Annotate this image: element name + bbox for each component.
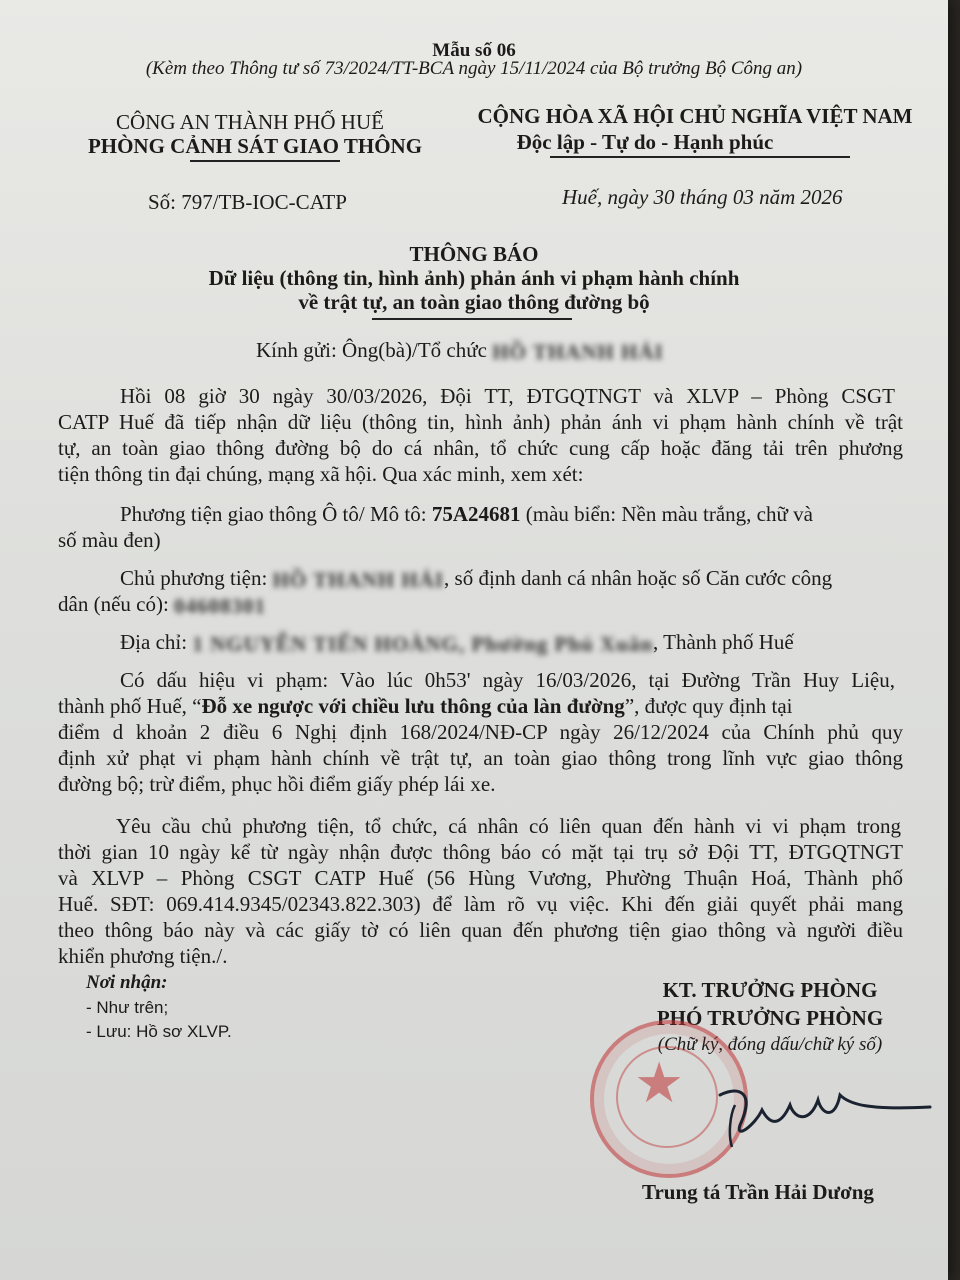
country-name: CỘNG HÒA XÃ HỘI CHỦ NGHĨA VIỆT NAM	[477, 104, 913, 128]
request-line-5: theo thông báo này và các giấy tờ có liên quan đến phương tiện giao thông và người điều	[58, 918, 903, 942]
signer-name: Trung tá Trần Hải Dương	[642, 1180, 874, 1204]
recipients-item-1: - Như trên;	[86, 998, 169, 1017]
owner-id-redacted: 04608301	[174, 594, 267, 619]
violation-line-2: thành phố Huế, “Đỗ xe ngược với chiều lưu thông của làn đường”, được quy định tại	[58, 694, 793, 718]
recipient-line	[256, 338, 664, 365]
violation-description: Đỗ xe ngược với chiều lưu thông của làn đường	[201, 694, 625, 718]
notice-title: THÔNG BÁO	[409, 242, 539, 266]
handwritten-signature	[700, 1065, 940, 1155]
request-line-1: Yêu cầu chủ phương tiện, tổ chức, cá nhân có liên quan đến hành vi vi phạm trong	[116, 814, 901, 838]
signer-title-2: PHÓ TRƯỞNG PHÒNG	[656, 1006, 884, 1030]
paragraph-1-line-3: tự, an toàn giao thông đường bộ do cá nhân, tổ chức cung cấp hoặc đăng tải trên phương	[58, 436, 903, 460]
department-underline	[190, 160, 340, 162]
title-underline	[372, 318, 572, 320]
request-line-4: Huế. SĐT: 069.414.9345/02343.822.303) để làm rõ vụ việc. Khi đến giải quyết phải mang	[58, 892, 903, 916]
paragraph-1-line-4: tiện thông tin đại chúng, mạng xã hội. Qua xác minh, xem xét:	[58, 462, 584, 486]
violation-line-3: điểm d khoản 2 điều 6 Nghị định 168/2024/NĐ-CP ngày 26/12/2024 của Chính phủ quy	[58, 720, 903, 744]
owner-name-redacted: HỒ THANH HẢI	[272, 568, 445, 593]
paragraph-1-line-2: CATP Huế đã tiếp nhận dữ liệu (thông tin, hình ảnh) phản ánh vi phạm hành chính về trật	[58, 410, 903, 434]
department-name: PHÒNG CẢNH SÁT GIAO THÔNG	[87, 134, 423, 158]
violation-line-1: Có dấu hiệu vi phạm: Vào lúc 0h53' ngày 16/03/2026, tại Đường Trần Huy Liệu,	[120, 668, 895, 692]
recipient-name-redacted: HỒ THANH HẢI	[492, 339, 664, 364]
agency-name: CÔNG AN THÀNH PHỐ HUẾ	[116, 110, 384, 134]
recipients-heading: Nơi nhận:	[86, 972, 168, 993]
request-line-3: và XLVP – Phòng CSGT CATP Huế (56 Hùng Vương, Phường Thuận Hoá, Thành phố	[58, 866, 903, 890]
form-number: Mẫu số 06	[432, 40, 516, 61]
request-line-6: khiển phương tiện./.	[58, 944, 228, 968]
national-motto: Độc lập - Tự do - Hạnh phúc	[516, 130, 774, 154]
recipients-item-2: - Lưu: Hồ sơ XLVP.	[86, 1022, 232, 1041]
vehicle-line-2: số màu đen)	[58, 528, 161, 552]
notice-subtitle-1: Dữ liệu (thông tin, hình ảnh) phản ánh vi phạm hành chính	[208, 266, 740, 290]
owner-line: Chủ phương tiện: HỒ THANH HẢI, số định danh cá nhân hoặc số Căn cước công	[120, 566, 833, 593]
license-plate: 75A24681	[431, 502, 521, 526]
legal-basis: (Kèm theo Thông tư số 73/2024/TT-BCA ngày 15/11/2024 của Bộ trưởng Bộ Công an)	[145, 58, 803, 79]
request-line-2: thời gian 10 ngày kể từ ngày nhận được thông báo có mặt tại trụ sở Đội TT, ĐTGQTNGT	[58, 840, 903, 864]
address-line: Địa chỉ: 1 NGUYỄN TIẾN HOÀNG, Phường Phú Xuân, Thành phố Huế	[120, 630, 794, 657]
violation-line-4: định xử phạt vi phạm hành chính về trật tự, an toàn giao thông trong lĩnh vực giao thông	[58, 746, 903, 770]
paragraph-1-line-1: Hồi 08 giờ 30 ngày 30/03/2026, Đội TT, ĐTGQTNGT và XLVP – Phòng CSGT	[120, 384, 895, 408]
vehicle-line: Phương tiện giao thông Ô tô/ Mô tô: 75A24681 (màu biển: Nền màu trắng, chữ và	[120, 502, 813, 526]
signer-title-1: KT. TRƯỞNG PHÒNG	[662, 978, 878, 1002]
stamp-star-icon: ★	[634, 1053, 685, 1115]
address-redacted: 1 NGUYỄN TIẾN HOÀNG, Phường Phú Xuân	[192, 632, 653, 657]
notice-subtitle-2: về trật tự, an toàn giao thông đường bộ	[298, 290, 650, 314]
recipient-label: Kính gửi: Ông(bà)/Tổ chức	[256, 338, 487, 362]
motto-underline	[550, 156, 850, 158]
place-and-date: Huế, ngày 30 tháng 03 năm 2026	[562, 185, 843, 209]
signature-note: (Chữ ký, đóng dấu/chữ ký số)	[657, 1034, 883, 1055]
violation-line-5: đường bộ; trừ điểm, phục hồi điểm giấy phép lái xe.	[58, 772, 496, 796]
document-number: Số: 797/TB-IOC-CATP	[148, 190, 347, 214]
owner-id-line: dân (nếu có): 04608301	[58, 592, 267, 619]
